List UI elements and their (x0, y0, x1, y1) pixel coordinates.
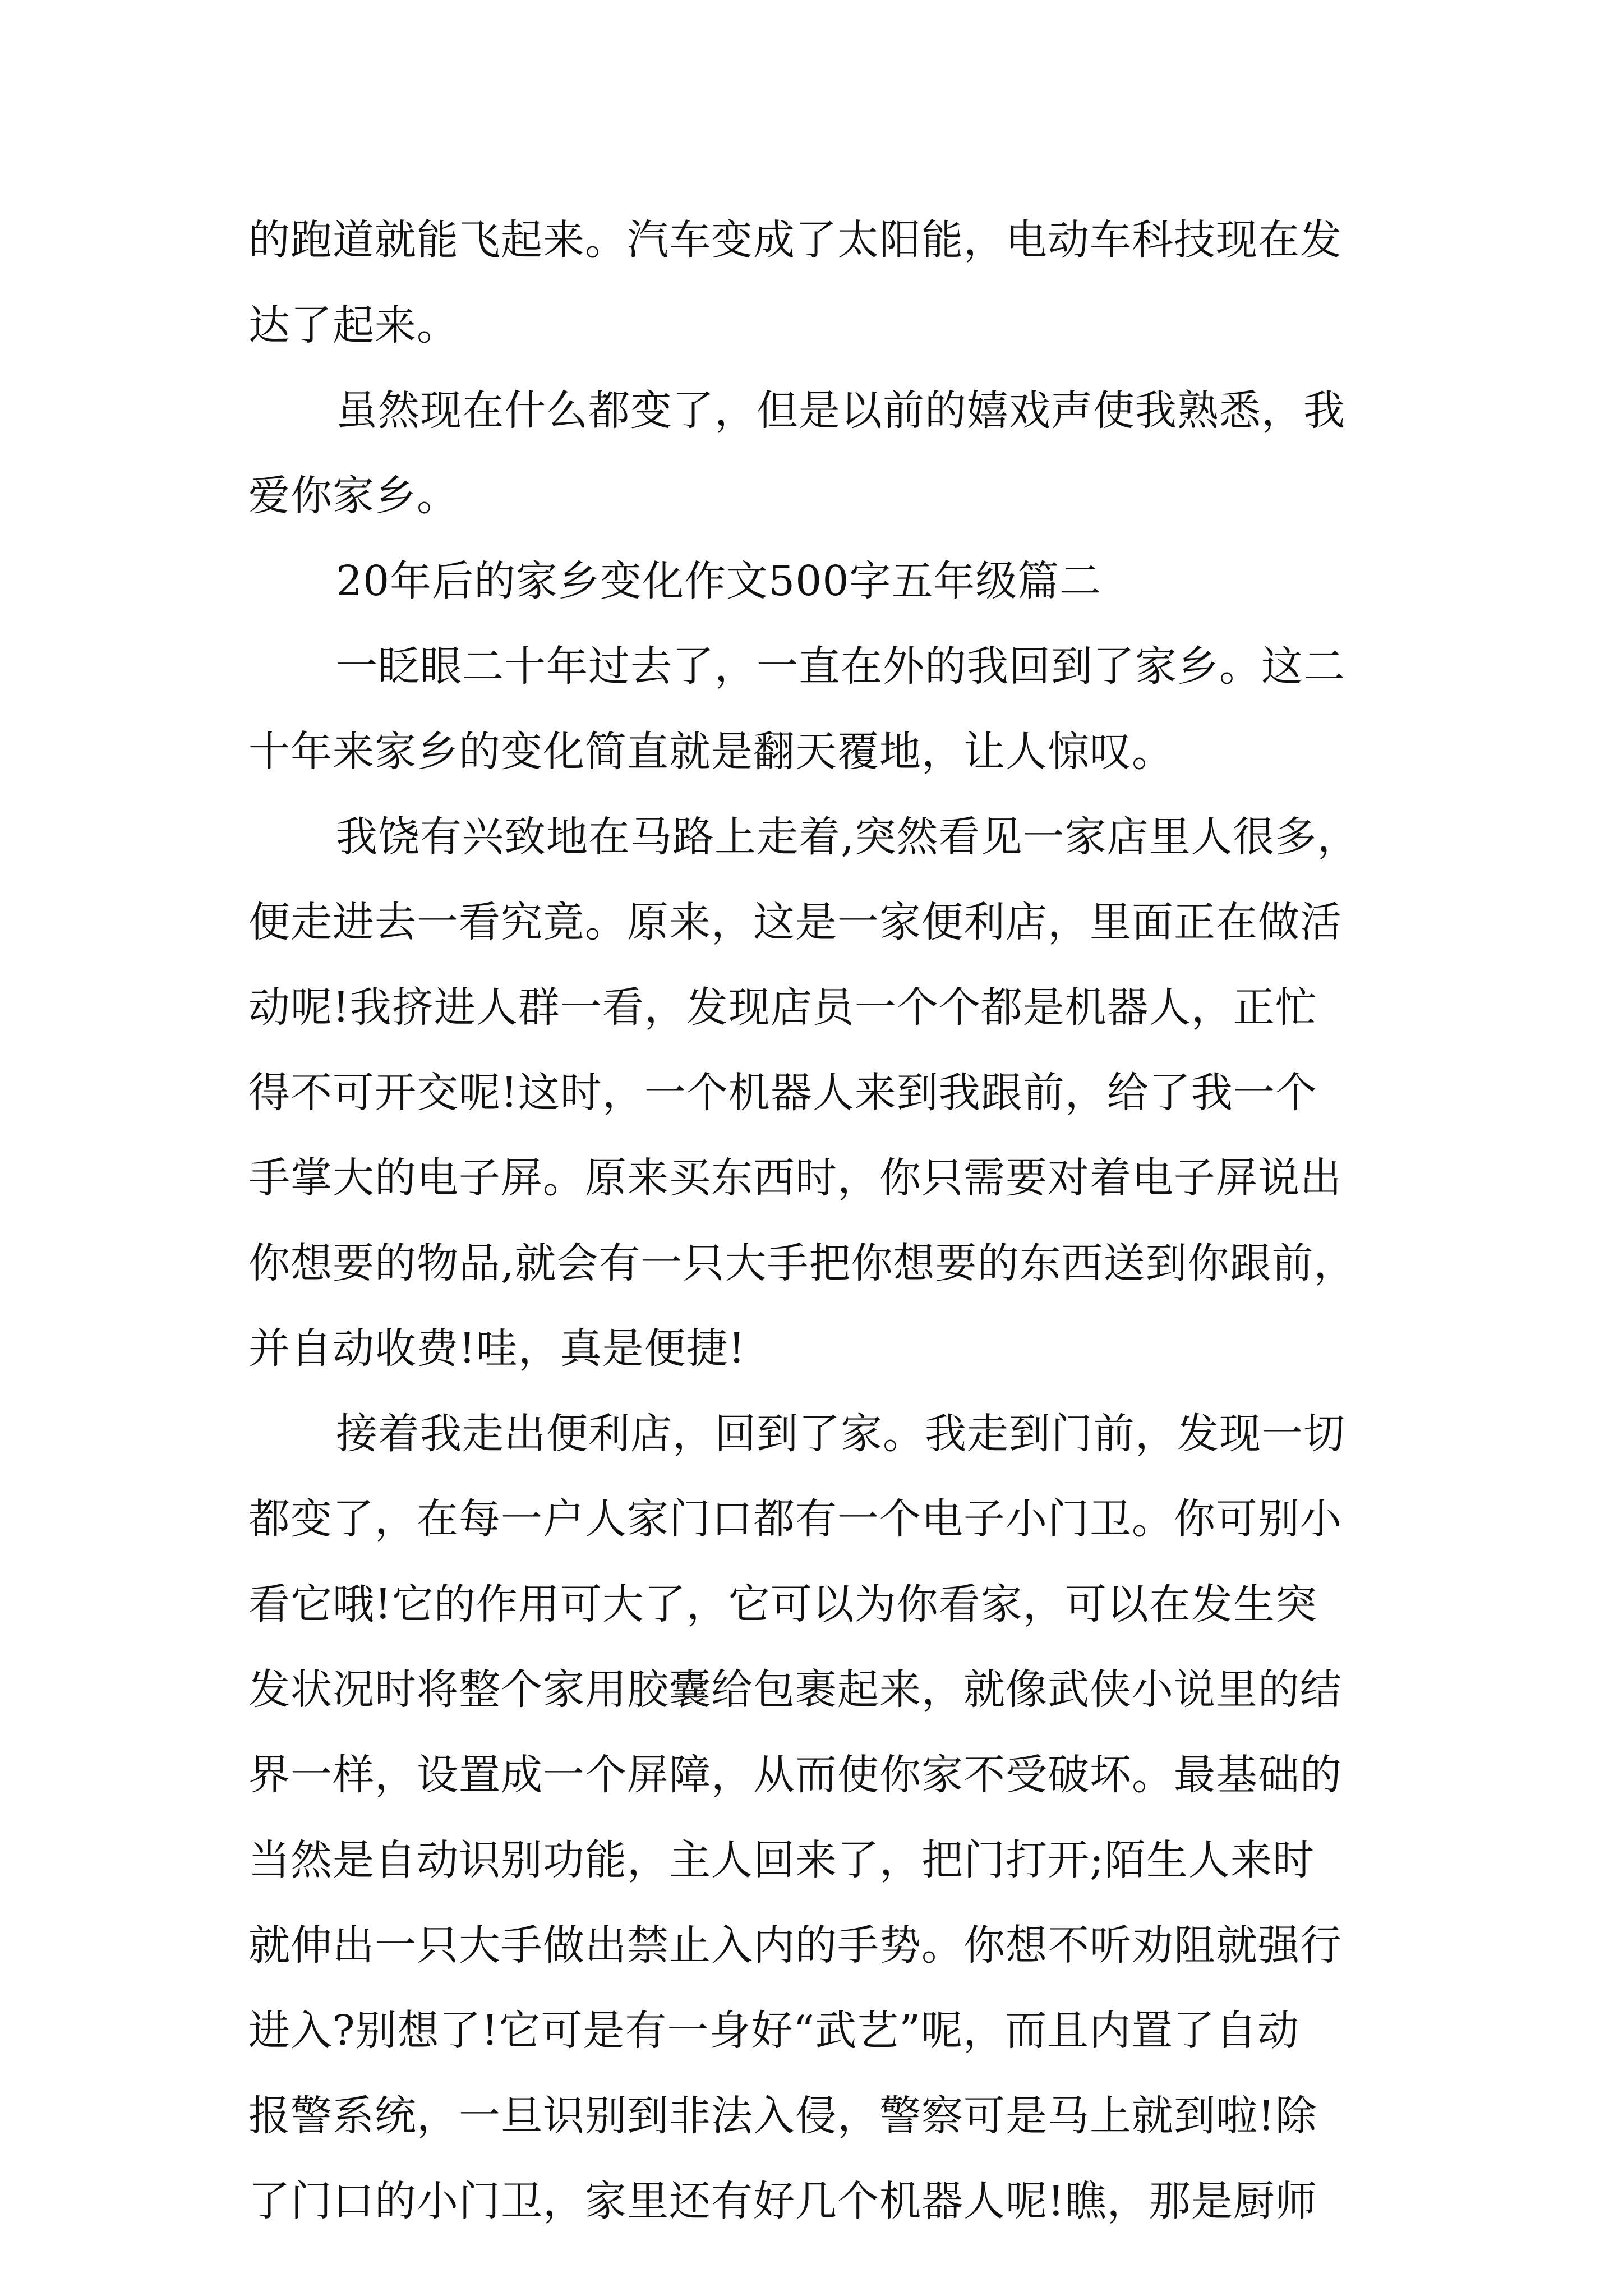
text-line: 进入?别想了!它可是有一身好“武艺”呢，而且内置了自动 (248, 2007, 1300, 2055)
text-line: 看它哦!它的作用可大了，它可以为你看家，可以在发生突 (248, 1580, 1317, 1628)
text-line: 并自动收费!哇，真是便捷! (248, 1324, 746, 1373)
body-text (248, 197, 1378, 2244)
paragraph-start-line: 一眨眼二十年过去了，一直在外的我回到了家乡。这二 (336, 642, 1345, 691)
text-line: 界一样，设置成一个屏障，从而使你家不受破坏。最基础的 (248, 1751, 1342, 1799)
text-line: 便走进去一看究竟。原来，这是一家便利店，里面正在做活 (248, 898, 1342, 946)
text-line: 达了起来。 (248, 301, 459, 349)
text-line: 就伸出一只大手做出禁止入内的手势。你想不听劝阻就强行 (248, 1921, 1342, 1970)
section-heading: 20年后的家乡变化作文500字五年级篇二 (336, 557, 1102, 605)
text-line: 都变了，在每一户人家门口都有一个电子小门卫。你可别小 (248, 1495, 1342, 1543)
paragraph-start-line: 接着我走出便利店，回到了家。我走到门前，发现一切 (336, 1410, 1345, 1458)
text-line: 的跑道就能飞起来。汽车变成了太阳能，电动车科技现在发 (248, 216, 1342, 264)
text-line: 你想要的物品,就会有一只大手把你想要的东西送到你跟前， (248, 1239, 1356, 1287)
text-line: 十年来家乡的变化简直就是翻天覆地，让人惊叹。 (248, 728, 1174, 776)
text-line: 手掌大的电子屏。原来买东西时，你只需要对着电子屏说出 (248, 1154, 1342, 1202)
paragraph-start-line: 我饶有兴致地在马路上走着,突然看见一家店里人很多， (336, 813, 1359, 861)
text-line: 当然是自动识别功能，主人回来了，把门打开;陌生人来时 (248, 1836, 1315, 1884)
text-line: 了门口的小门卫，家里还有好几个机器人呢!瞧，那是厨师 (248, 2177, 1317, 2225)
text-line: 爱你家乡。 (248, 472, 459, 520)
text-line: 得不可开交呢!这时，一个机器人来到我跟前，给了我一个 (248, 1069, 1317, 1117)
text-line: 动呢!我挤进人群一看，发现店员一个个都是机器人，正忙 (248, 983, 1317, 1032)
text-line: 发状况时将整个家用胶囊给包裹起来，就像武侠小说里的结 (248, 1665, 1342, 1714)
paragraph-start-line: 虽然现在什么都变了，但是以前的嬉戏声使我熟悉，我 (336, 386, 1345, 435)
text-line: 报警系统，一旦识别到非法入侵，警察可是马上就到啦!除 (248, 2092, 1317, 2140)
